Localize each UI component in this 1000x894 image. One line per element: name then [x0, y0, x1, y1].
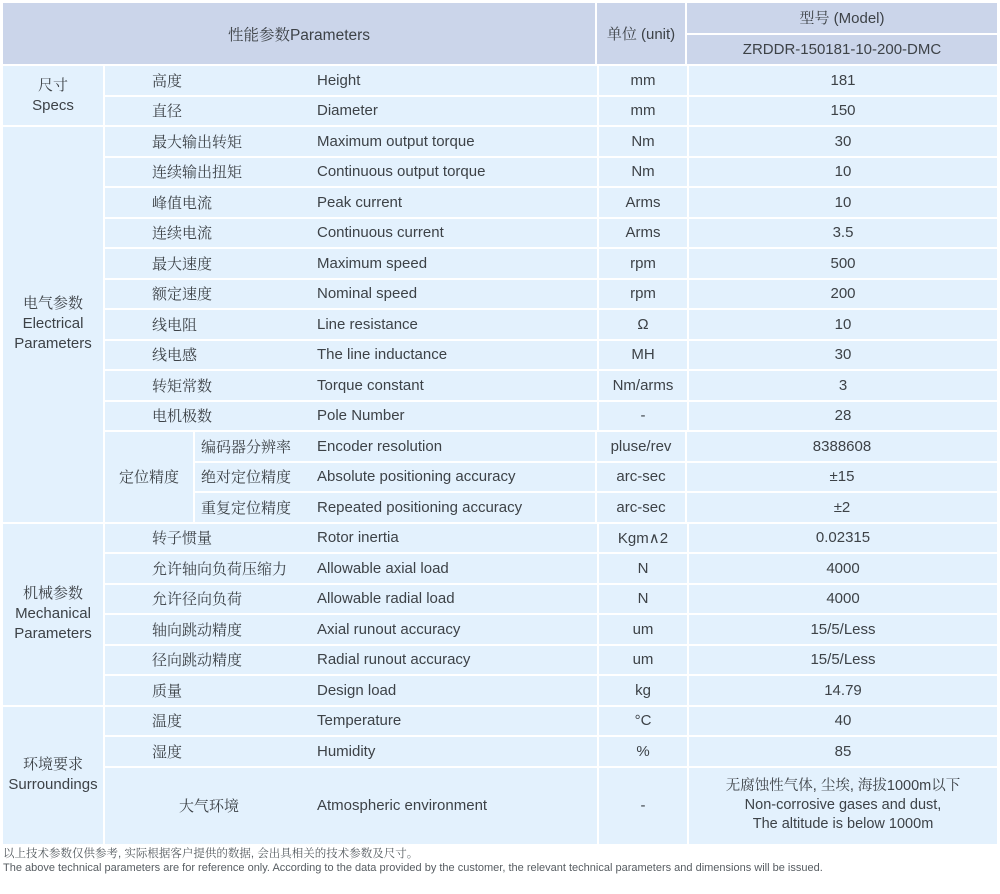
table-row	[105, 66, 997, 95]
section-specs	[3, 66, 997, 125]
param-en: Line resistance	[317, 315, 418, 333]
param-cn: 编码器分辨率	[201, 438, 292, 456]
param-value: 8388608	[687, 432, 997, 461]
param-en: Absolute positioning accuracy	[317, 468, 516, 486]
param-en: Repeated positioning accuracy	[317, 498, 523, 516]
param-unit: um	[599, 615, 687, 644]
param-value: 3.5	[689, 219, 997, 248]
param-cn: 线电阻	[152, 316, 198, 334]
param-value: 150	[689, 97, 997, 126]
param-value: 500	[689, 249, 997, 278]
param-unit: %	[599, 737, 687, 766]
table-row	[105, 554, 997, 583]
param-unit: rpm	[599, 280, 687, 309]
param-value: 10	[689, 158, 997, 187]
param-unit: Nm	[599, 158, 687, 187]
footnotes	[3, 847, 993, 875]
param-cn: 直径	[152, 103, 183, 121]
param-cn: 允许轴向负荷压缩力	[152, 560, 288, 578]
param-cn: 最大输出转矩	[152, 133, 243, 151]
param-en: Allowable radial load	[317, 590, 455, 608]
table-row	[105, 127, 997, 156]
param-unit: MH	[599, 341, 687, 370]
param-en: Peak current	[317, 193, 403, 211]
param-value: 无腐蚀性气体, 尘埃, 海拔1000m以下 Non-corrosive gases and dust, The altitude is below 1000m	[689, 768, 997, 844]
param-cn: 额定速度	[152, 286, 213, 304]
header-model-value: ZRDDR-150181-10-200-DMC	[687, 35, 997, 65]
section-mechanical	[3, 524, 997, 705]
footnote-en: The above technical parameters are for reference only. According to the data provided by the customer, the relevant technical parameters and dimensions will be issued.	[3, 862, 823, 874]
param-en: Nominal speed	[317, 285, 418, 303]
param-value: 3	[689, 371, 997, 400]
param-cn: 高度	[152, 72, 183, 90]
section-surroundings	[3, 707, 997, 844]
table-header	[3, 3, 997, 64]
param-cn: 轴向跳动精度	[152, 621, 243, 639]
param-value: ±15	[687, 463, 997, 492]
param-cn: 径向跳动精度	[152, 652, 243, 670]
table-row	[105, 585, 997, 614]
param-en: Radial runout accuracy	[317, 651, 471, 669]
param-cn: 大气环境	[178, 798, 239, 815]
table-row	[195, 493, 997, 522]
param-value: 15/5/Less	[689, 615, 997, 644]
param-en: Temperature	[317, 712, 402, 730]
param-cn: 绝对定位精度	[201, 469, 292, 487]
param-en: Continuous current	[317, 224, 444, 242]
param-unit: arc-sec	[597, 463, 685, 492]
param-en: Humidity	[317, 742, 376, 760]
param-cn: 允许径向负荷	[152, 591, 243, 609]
param-unit: N	[599, 585, 687, 614]
param-value: 40	[689, 707, 997, 736]
table-row	[105, 310, 997, 339]
param-en: Pole Number	[317, 407, 405, 425]
param-en: Allowable axial load	[317, 559, 449, 577]
param-value: ±2	[687, 493, 997, 522]
param-cn: 电机极数	[152, 408, 213, 426]
param-en: The line inductance	[317, 346, 448, 364]
param-cn: 转子惯量	[152, 530, 213, 548]
header-unit: 单位 (unit)	[597, 3, 685, 64]
table-row	[105, 280, 997, 309]
param-en: Encoder resolution	[317, 437, 443, 455]
param-unit: Kgm∧2	[599, 524, 687, 553]
table-row	[105, 341, 997, 370]
param-unit: um	[599, 646, 687, 675]
param-value: 10	[689, 310, 997, 339]
param-cn: 质量	[152, 682, 183, 700]
param-value: 4000	[689, 585, 997, 614]
table-row	[105, 707, 997, 736]
subgroup-label: 定位精度	[105, 432, 193, 522]
param-unit: N	[599, 554, 687, 583]
param-unit: kg	[599, 676, 687, 705]
table-row	[105, 768, 997, 844]
param-en: Torque constant	[317, 376, 424, 394]
table-row	[105, 402, 997, 431]
param-unit: Arms	[599, 219, 687, 248]
header-model-label: 型号 (Model)	[687, 3, 997, 33]
param-cn: 最大速度	[152, 255, 213, 273]
param-en: Rotor inertia	[317, 529, 399, 547]
param-unit: °C	[599, 707, 687, 736]
table-row	[105, 615, 997, 644]
param-en: Design load	[317, 681, 397, 699]
section-electrical	[3, 127, 997, 522]
param-value: 4000	[689, 554, 997, 583]
section-label-electrical: 电气参数 Electrical Parameters	[3, 127, 103, 522]
param-en: Atmospheric environment	[317, 797, 488, 814]
param-cn: 峰值电流	[152, 194, 213, 212]
table-row	[105, 188, 997, 217]
param-value: 200	[689, 280, 997, 309]
param-en: Maximum speed	[317, 254, 428, 272]
param-en: Height	[317, 71, 361, 89]
header-parameters: 性能参数Parameters	[3, 3, 595, 64]
table-row	[105, 676, 997, 705]
param-cn: 连续电流	[152, 225, 213, 243]
spec-table	[3, 3, 997, 844]
param-cn: 线电感	[152, 347, 198, 365]
section-label-specs: 尺寸 Specs	[3, 66, 103, 125]
param-unit: -	[599, 768, 687, 844]
table-row	[105, 97, 997, 126]
param-unit: Ω	[599, 310, 687, 339]
param-value: 85	[689, 737, 997, 766]
param-unit: rpm	[599, 249, 687, 278]
param-unit: -	[599, 402, 687, 431]
table-row	[195, 463, 997, 492]
param-en: Diameter	[317, 102, 378, 120]
header-model-column	[687, 3, 997, 64]
param-cn: 重复定位精度	[201, 499, 292, 517]
param-value: 14.79	[689, 676, 997, 705]
footnote-cn: 以上技术参数仅供参考, 实际根据客户提供的数据, 会出具相关的技术参数及尺寸。	[3, 848, 419, 860]
param-unit: mm	[599, 97, 687, 126]
param-value: 15/5/Less	[689, 646, 997, 675]
param-cn: 湿度	[152, 743, 183, 761]
param-en: Maximum output torque	[317, 132, 475, 150]
param-unit: Nm/arms	[599, 371, 687, 400]
param-value: 28	[689, 402, 997, 431]
param-cn: 连续输出扭矩	[152, 164, 243, 182]
section-label-surroundings: 环境要求 Surroundings	[3, 707, 103, 844]
param-value: 30	[689, 341, 997, 370]
table-row	[105, 737, 997, 766]
param-unit: Nm	[599, 127, 687, 156]
section-label-mechanical: 机械参数 Mechanical Parameters	[3, 524, 103, 705]
param-unit: arc-sec	[597, 493, 685, 522]
subgroup-positioning-accuracy	[105, 432, 997, 522]
table-row	[105, 249, 997, 278]
table-row	[195, 432, 997, 461]
param-unit: Arms	[599, 188, 687, 217]
table-row	[105, 371, 997, 400]
param-en: Axial runout accuracy	[317, 620, 461, 638]
param-cn: 温度	[152, 713, 183, 731]
table-row	[105, 646, 997, 675]
table-row	[105, 524, 997, 553]
param-en: Continuous output torque	[317, 163, 486, 181]
param-unit: mm	[599, 66, 687, 95]
param-value: 30	[689, 127, 997, 156]
param-unit: pluse/rev	[597, 432, 685, 461]
param-value: 10	[689, 188, 997, 217]
param-cn: 转矩常数	[152, 377, 213, 395]
param-value: 0.02315	[689, 524, 997, 553]
table-row	[105, 219, 997, 248]
table-row	[105, 158, 997, 187]
param-value: 181	[689, 66, 997, 95]
